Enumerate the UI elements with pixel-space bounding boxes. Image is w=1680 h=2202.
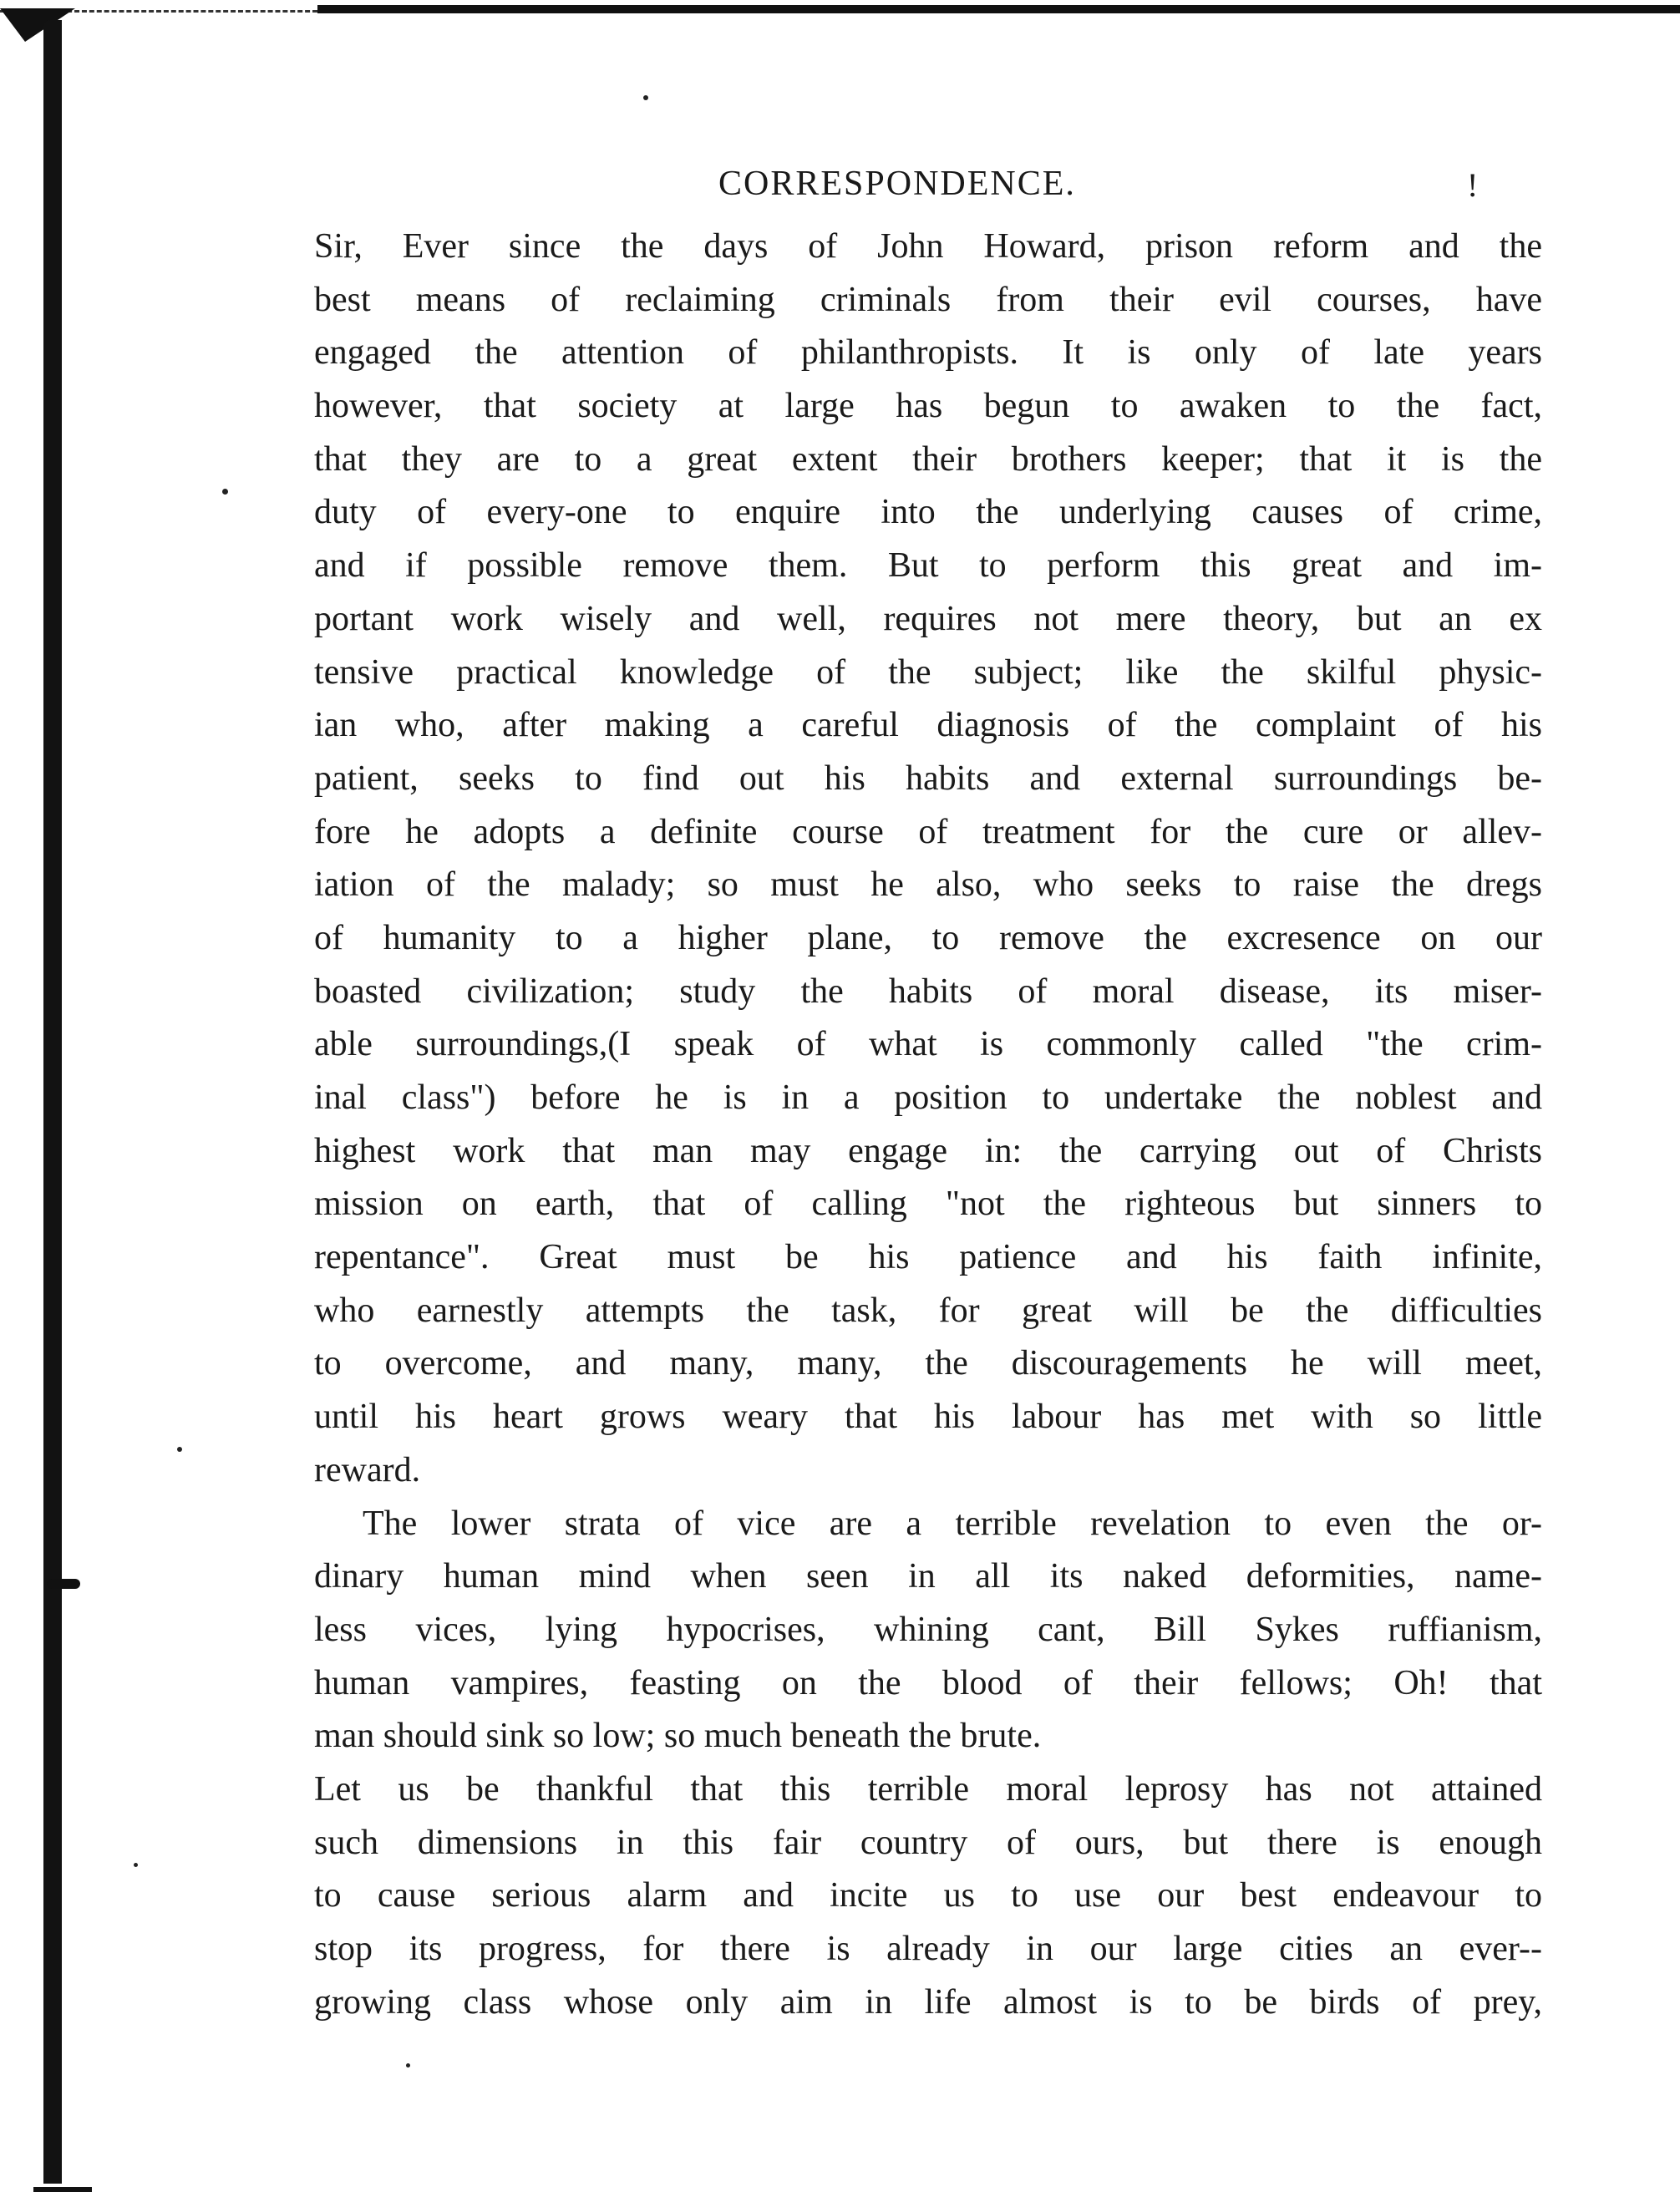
page-heading: CORRESPONDENCE. xyxy=(718,165,1076,203)
text-line: and if possible remove them. But to perform this great and im- xyxy=(314,546,1542,586)
text-line: man should sink so low; so much beneath the brute. xyxy=(314,1717,1042,1756)
text-line: stop its progress, for there is already in our large cities an ever-- xyxy=(314,1930,1542,1968)
scan-margin-mark xyxy=(47,1579,80,1589)
text-line: ian who, after making a careful diagnosis of the complaint of his xyxy=(314,706,1542,745)
text-line: duty of every-one to enquire into the underlying causes of crime, xyxy=(314,493,1542,532)
text-line: inal class") before he is in a position to undertake the noblest and xyxy=(314,1078,1542,1117)
text-line: of humanity to a higher plane, to remove the excresence on our xyxy=(314,918,1542,957)
text-line: engaged the attention of philanthropists. It is only of late years xyxy=(314,333,1542,373)
scan-speck xyxy=(406,2063,410,2068)
text-line: iation of the malady; so must he also, who seeks to raise the dregs xyxy=(314,865,1542,905)
scan-speck xyxy=(222,489,228,495)
text-line: repentance". Great must be his patience and his faith infinite, xyxy=(314,1238,1542,1277)
text-line: who earnestly attempts the task, for great will be the difficulties xyxy=(314,1291,1542,1330)
text-line: best means of reclaiming criminals from their evil courses, have xyxy=(314,280,1542,319)
text-line: human vampires, feasting on the blood of their fellows; Oh! that xyxy=(314,1663,1542,1702)
letter-body xyxy=(314,221,1542,2029)
paragraph-start-line: Let us be thankful that this terrible moral leprosy has not attained xyxy=(314,1769,1542,1809)
paragraph-start-line: The lower strata of vice are a terrible revelation to even the or- xyxy=(363,1504,1542,1543)
text-line: dinary human mind when seen in all its naked deformities, name- xyxy=(314,1557,1542,1596)
scan-speck xyxy=(643,95,648,100)
text-line: able surroundings,(I speak of what is commonly called "the crim- xyxy=(314,1025,1542,1064)
scan-speck xyxy=(134,1863,138,1867)
text-line: reward. xyxy=(314,1450,421,1489)
scan-corner-mark xyxy=(0,8,75,42)
text-line: growing class whose only aim in life almost is to be birds of prey, xyxy=(314,1982,1542,2022)
scan-left-border xyxy=(43,20,62,2184)
text-line: highest work that man may engage in: the carrying out of Christs xyxy=(314,1131,1542,1170)
text-line: to cause serious alarm and incite us to use our best endeavour to xyxy=(314,1876,1542,1915)
text-line: mission on earth, that of calling "not the righteous but sinners to xyxy=(314,1185,1542,1224)
heading-margin-mark: ! xyxy=(1467,166,1479,204)
text-line: however, that society at large has begun to awaken to the fact, xyxy=(314,387,1542,426)
scan-bottom-mark xyxy=(33,2187,92,2192)
text-line: fore he adopts a definite course of treatment for the cure or allev- xyxy=(314,812,1542,851)
text-line: Sir, Ever since the days of John Howard, prison reform and the xyxy=(314,227,1542,266)
text-line: less vices, lying hypocrises, whining cant, Bill Sykes ruffianism, xyxy=(314,1610,1542,1649)
text-line: boasted civilization; study the habits of moral disease, its miser- xyxy=(314,972,1542,1011)
text-line: to overcome, and many, many, the discouragements he will meet, xyxy=(314,1344,1542,1383)
text-line: until his heart grows weary that his labour has met with so little xyxy=(314,1398,1542,1437)
text-line: portant work wisely and well, requires not mere theory, but an ex xyxy=(314,599,1542,638)
text-line: tensive practical knowledge of the subject; like the skilful physic- xyxy=(314,652,1542,692)
text-line: that they are to a great extent their brothers keeper; that it is the xyxy=(314,439,1542,479)
text-line: patient, seeks to find out his habits and external surroundings be- xyxy=(314,759,1542,798)
text-line: such dimensions in this fair country of ours, but there is enough xyxy=(314,1823,1542,1862)
scan-speck xyxy=(177,1447,182,1452)
scan-top-border xyxy=(317,5,1680,13)
